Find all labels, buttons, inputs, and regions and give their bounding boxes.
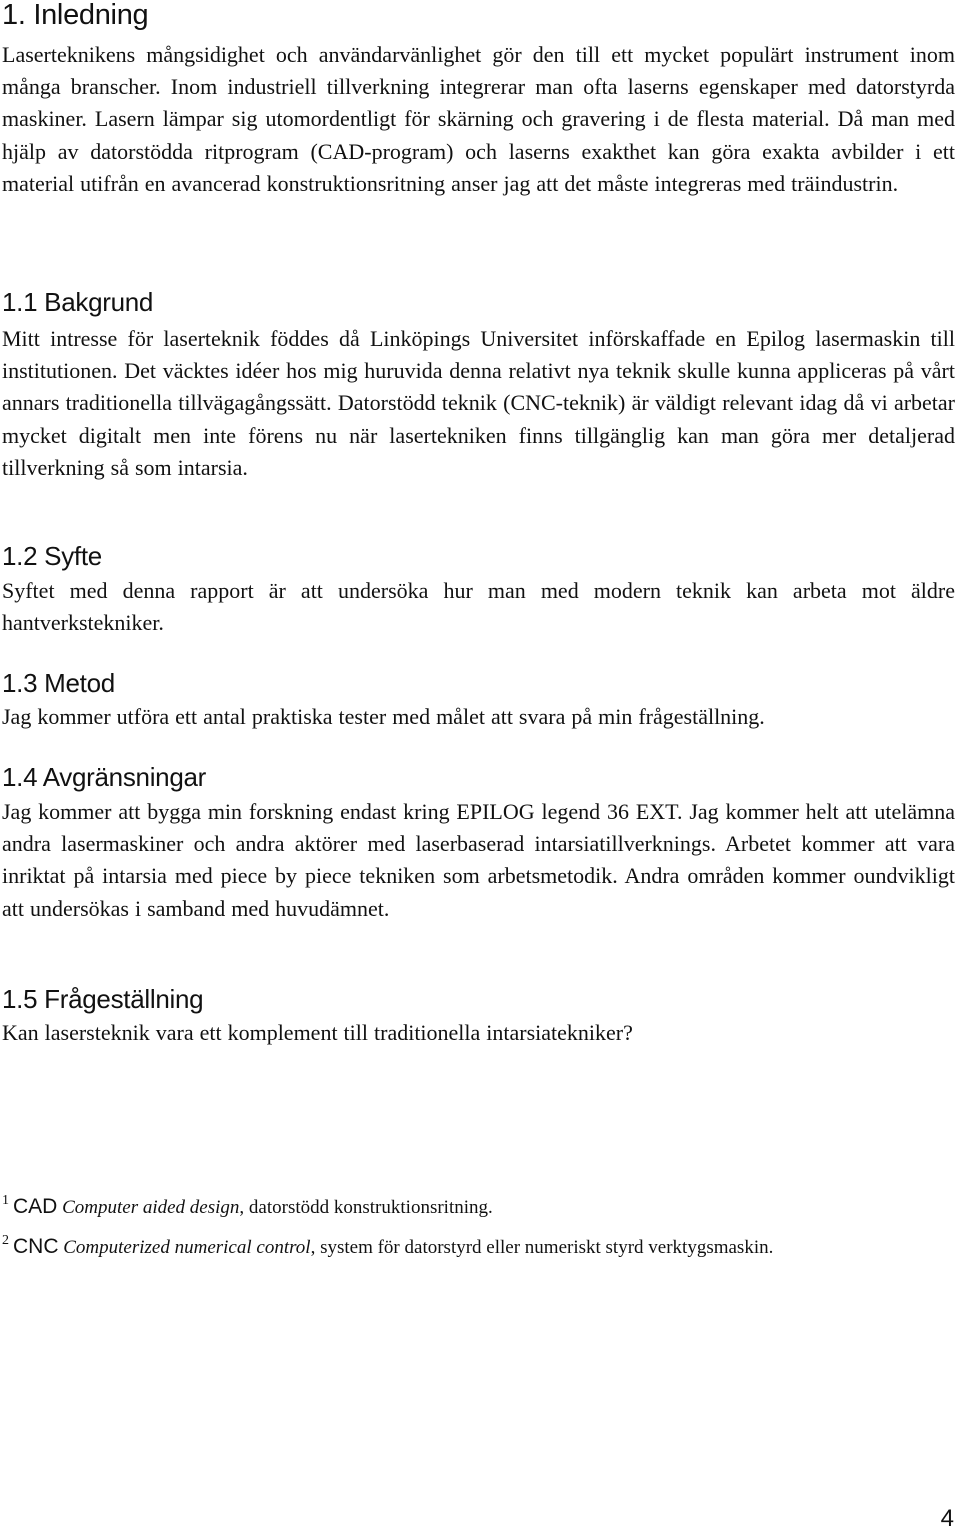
footnote-1-term: Computer aided design bbox=[62, 1197, 240, 1218]
footnote-1-desc: , datorstödd konstruktionsritning. bbox=[239, 1197, 493, 1218]
footnote-2 bbox=[2, 1224, 955, 1264]
heading-fragestallning: 1.5 Frågeställning bbox=[2, 984, 204, 1014]
paragraph-fragestallning: Kan lasersteknik vara ett komplement till traditionella intarsiatekniker? bbox=[2, 1020, 633, 1045]
paragraph-avgransningar: Jag kommer att bygga min forskning endast kring EPILOG legend 36 EXT. Jag kommer helt att utelämna andra lasermaskiner och andra aktörer med laserbaserad intarsiatillverknings. Arbetet kommer att vara inriktat på intarsia med piece by piece tekniken som arbetsmetodik. Andra områden kommer oundvikligt att undersökas i samband med huvudämnet. bbox=[2, 799, 955, 921]
footnotes bbox=[2, 1184, 955, 1264]
heading-avgransningar: 1.4 Avgränsningar bbox=[2, 762, 207, 792]
footnote-2-abbr: CNC bbox=[13, 1235, 59, 1258]
footnote-2-desc: , system för datorstyrd eller numeriskt styrd verktygsmaskin. bbox=[310, 1237, 774, 1258]
heading-metod: 1.3 Metod bbox=[2, 668, 115, 698]
paragraph-metod: Jag kommer utföra ett antal praktiska tester med målet att svara på min frågeställning. bbox=[2, 704, 765, 729]
footnote-2-term: Computerized numerical control bbox=[63, 1237, 311, 1258]
paragraph-inledning: Laserteknikens mångsidighet och användarvänlighet gör den till ett mycket populärt instrument inom många branscher. Inom industriell tillverkning integrerar man ofta laserns egenskaper med datorstyrda maskiner. Lasern lämpar sig utomordentligt för skärning och gravering i de flesta material. Då man med hjälp av datorstödda ritprogram (CAD-program) och laserns exakthet kan göra exakta avbilder i ett material utifrån en avancerad konstruktionsritning anser jag att det måste integreras med träindustrin. bbox=[2, 42, 955, 196]
heading-inledning: 1. Inledning bbox=[2, 0, 149, 31]
footnote-2-number: 2 bbox=[2, 1233, 9, 1248]
paragraph-syfte: Syftet med denna rapport är att undersöka hur man med modern teknik kan arbeta mot äldre hantverkstekniker. bbox=[2, 578, 955, 636]
footnote-1-abbr: CAD bbox=[13, 1195, 58, 1218]
heading-bakgrund: 1.1 Bakgrund bbox=[2, 287, 154, 317]
footnote-1-number: 1 bbox=[2, 1193, 9, 1208]
footnote-1 bbox=[2, 1184, 955, 1224]
heading-syfte: 1.2 Syfte bbox=[2, 541, 102, 571]
page-number: 4 bbox=[940, 1505, 954, 1532]
paragraph-bakgrund: Mitt intresse för laserteknik föddes då Linköpings Universitet införskaffade en Epilog lasermaskin till institutionen. Det väcktes idéer hos mig huruvida denna relativt nya teknik skulle kunna appliceras på vårt annars traditionella tillvägagångssätt. Datorstödd teknik (CNC-teknik) är väldigt relevant idag då vi arbetar mycket digitalt men inte förens nu när lasertekniken finns tillgänglig kan man göra mer detaljerad tillverkning så som intarsia. bbox=[2, 326, 955, 480]
